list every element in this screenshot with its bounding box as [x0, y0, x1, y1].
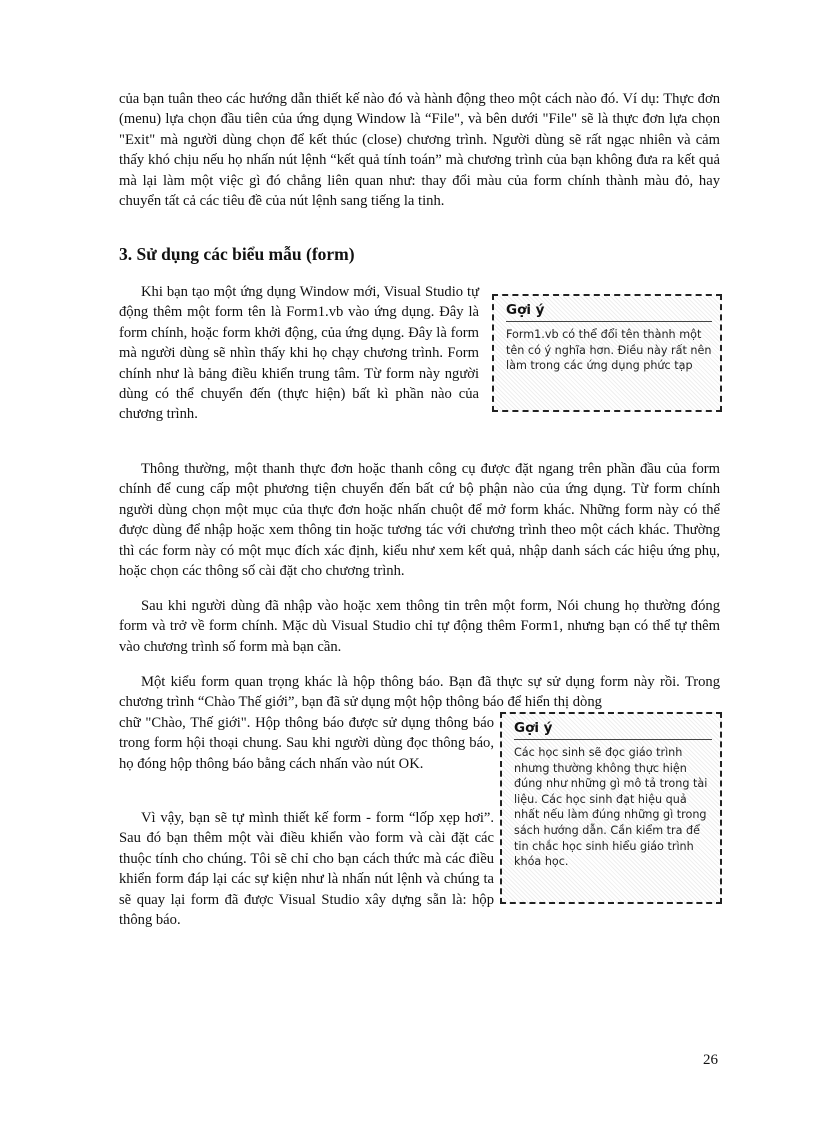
- paragraph-message-box: Một kiểu form quan trọng khác là hộp thông báo. Bạn đã thực sự sử dụng form này rồi. Trong chương trình “Chào Thế giới”, bạn đã sử dụng một hộp thông báo để hiển thị dòng: [119, 674, 720, 711]
- tip-box-students: [500, 712, 722, 904]
- tip-box-form1-rename: [492, 294, 722, 412]
- paragraph-design-form: Vì vậy, bạn sẽ tự mình thiết kế form - form “lốp xẹp hơi”. Sau đó bạn thêm một vài điều khiển vào form và cài đặt các thuộc tính cho chúng. Tôi sẽ chỉ cho bạn cách thức mà các điều khiển form đáp lại các sự kiện như là nhấn nút lệnh và chúng ta sẽ quay lại form đã được Visual Studio xây dựng sẵn là: hộp thông báo.: [119, 810, 494, 929]
- paragraph-message-box-usage: chữ "Chào, Thế giới". Hộp thông báo được sử dụng thông báo trong form hội thoại chung. Sau khi người dùng đọc thông báo, họ đóng hộp thông báo bằng cách nhấn vào nút OK.: [119, 715, 494, 772]
- tip-box-body: Các học sinh sẽ đọc giáo trình nhưng thường không thực hiện đúng như những gì mô tả trong tài liệu. Các học sinh đạt hiệu quả nhất nếu làm đúng những gì trong sách hướng dẫn. Cần kiểm tra để tin chắc học sinh hiểu giáo trình khóa học.: [514, 746, 708, 869]
- paragraph-close-form: Sau khi người dùng đã nhập vào hoặc xem thông tin trên một form, Nói chung họ thường đóng form và trở về form chính. Mặc dù Visual Studio chỉ tự động thêm Form1, nhưng bạn có thể tự thêm vào chương trình số form mà bạn cần.: [119, 598, 720, 655]
- tip-box-body: Form1.vb có thể đổi tên thành một tên có ý nghĩa hơn. Điều này rất nên làm trong các ứng dụng phức tạp: [506, 328, 712, 373]
- page-number: 26: [703, 1052, 718, 1068]
- intro-paragraph: của bạn tuân theo các hướng dẫn thiết kế nào đó và hành động theo một cách nào đó. Ví dụ: Thực đơn (menu) lựa chọn đầu tiên của ứng dụng Window là “File", và bên dưới "File" sẽ là thực đơn lựa chọn "Exit" mà người dùng chọn để kết thúc (close) chương trình. Người dùng sẽ rất ngạc nhiên và cảm thấy khó chịu nếu họ nhấn nút lệnh “kết quả tính toán” mà chương trình của bạn không đưa ra kết quả mà lại làm một việc gì đó chẳng liên quan như: thay đổi màu của form chính thành màu đỏ, hay chuyển tất cả các tiêu đề của nút lệnh sang tiếng la tinh.: [119, 91, 720, 210]
- section-heading: 3. Sử dụng các biểu mẫu (form): [119, 244, 355, 264]
- paragraph-form1-intro: Khi bạn tạo một ứng dụng Window mới, Visual Studio tự động thêm một form tên là Form1.vb vào ứng dụng. Đây là form chính, hoặc form khởi động, của ứng dụng. Đây là form mà người dùng sẽ nhìn thấy khi họ chạy chương trình. Form chính như là bảng điều khiển trung tâm. Từ form này người dùng có thể chuyển đến (thực hiện) bất kì phần nào của chương trình.: [119, 284, 479, 423]
- paragraph-menu-toolbar: Thông thường, một thanh thực đơn hoặc thanh công cụ được đặt ngang trên phần đầu của form chính để cung cấp một phương tiện chuyển đến bất cứ bộ phận nào của ứng dụng. Từ form chính người dùng chọn một mục của thực đơn hoặc nhấn chuột để mở form khác. Những form này có thể được dùng để nhập hoặc xem thông tin hoặc tương tác với chương trình theo một cách khác. Thường thì các form này có một mục đích xác định, kiểu như xem kết quả, nhập danh sách các hiệu ứng phụ, hoặc chọn các thông số cài đặt cho chương trình.: [119, 461, 720, 580]
- tip-box-title: Gợi ý: [514, 720, 712, 740]
- tip-box-title: Gợi ý: [506, 302, 712, 322]
